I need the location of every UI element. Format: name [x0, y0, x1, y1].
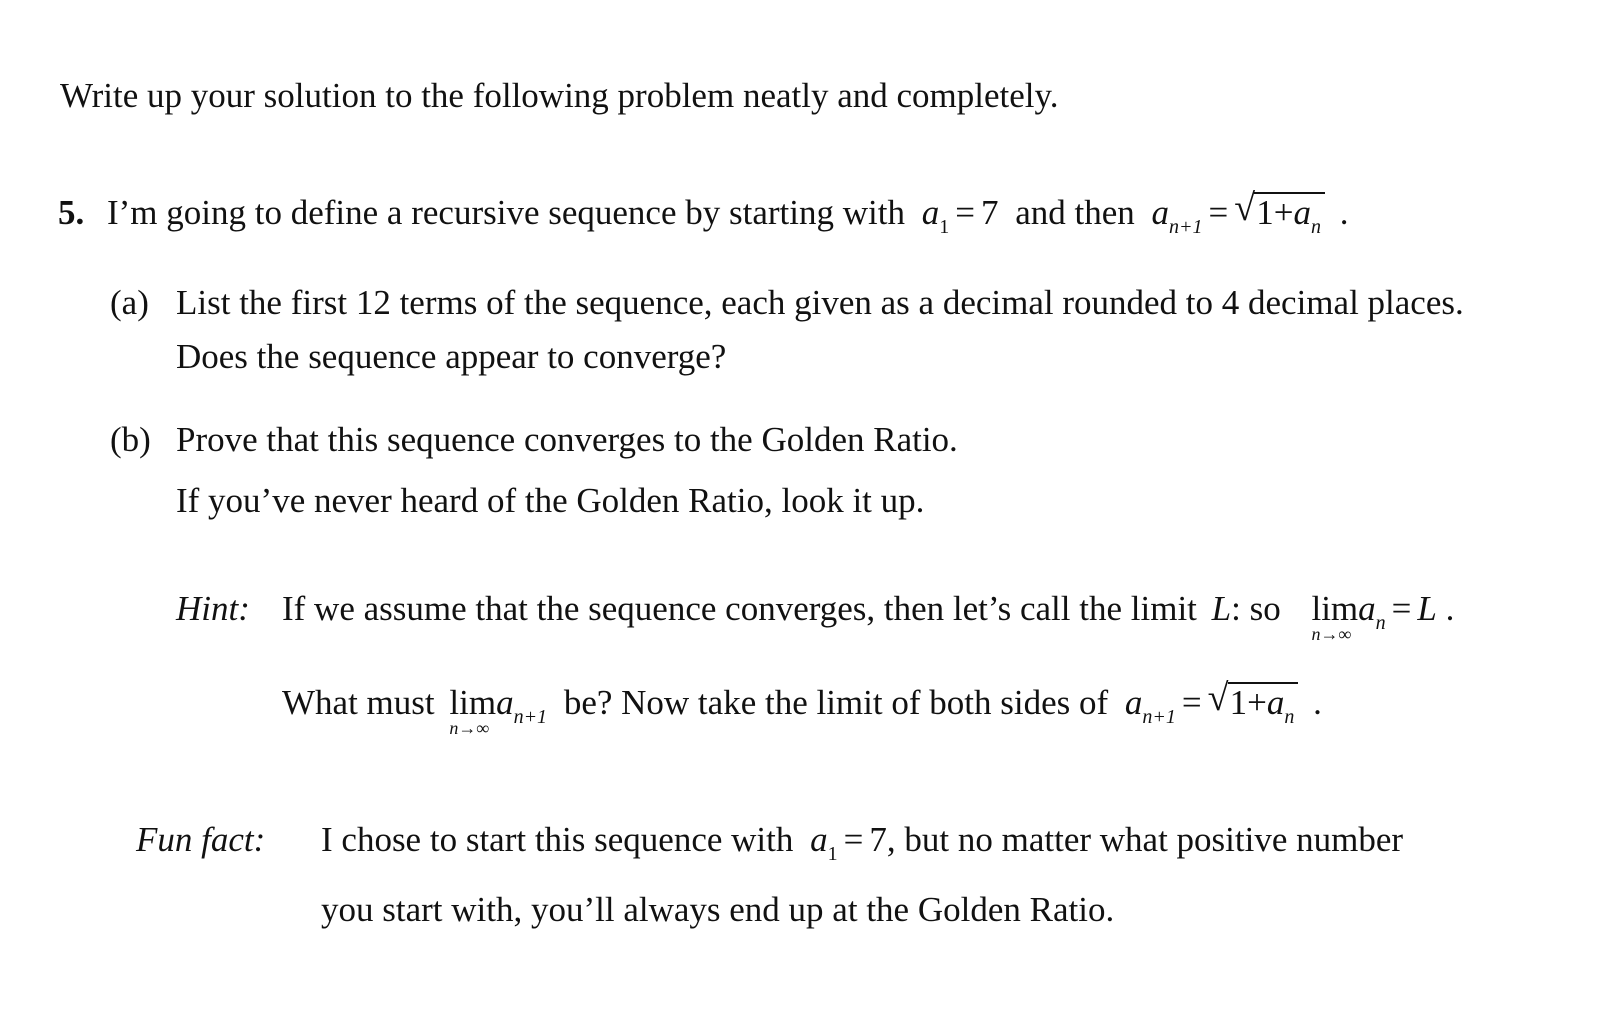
a1-definition: $a_1 = 7$: [921, 193, 999, 238]
radicand-one: 1: [1256, 193, 1274, 232]
and-then-text: and then: [1015, 193, 1135, 232]
hint-label: Hint:: [176, 589, 250, 628]
hint-line2-mid: be? Now take the limit of both sides of: [563, 683, 1109, 722]
recursion-variable: a: [1151, 193, 1169, 232]
part-b-label: (b): [110, 420, 151, 459]
hint-line1-text: If we assume that the sequence converges, then let’s call the limit: [282, 589, 1197, 628]
hint-recursion-subscript: n+1: [1142, 706, 1176, 728]
limit-symbol: L: [1211, 589, 1232, 628]
part-b-line1: Prove that this sequence converges to the Golden Ratio.: [176, 420, 958, 459]
fun-fact-a1-subscript: 1: [827, 843, 838, 865]
recursion-formula: $a_{n+1}$ = √ $1+a_n$: [1152, 193, 1326, 232]
fun-fact-label: Fun fact:: [136, 820, 266, 859]
hint-radicand-one: 1: [1229, 683, 1248, 722]
hint-line2-limit: [449, 683, 497, 738]
hint-line2: What must lim n→∞ $a_{n+1}$ be? Now take the limit of both sides of $a_{n+1}$ = √ $1+a_n$ .: [282, 677, 1322, 738]
a1-subscript: 1: [939, 216, 950, 238]
hint-radical-sign-icon: √: [1207, 677, 1229, 719]
fun-fact-line1: [321, 820, 1403, 865]
lim-variable: a: [1358, 589, 1376, 628]
radicand-subscript: n: [1311, 216, 1321, 238]
hint-line2-start: What must: [282, 683, 435, 722]
hint-radicand-variable: a: [1266, 683, 1285, 722]
part-b-line2: If you’ve never heard of the Golden Ratio, look it up.: [176, 481, 925, 520]
lim-subscript: n: [1375, 612, 1386, 634]
hint-recursion-variable: a: [1124, 683, 1143, 722]
a1-value: 7: [980, 193, 999, 232]
hint-line2-lim-variable: a: [496, 683, 514, 722]
lim-under-text: n→∞: [1311, 624, 1352, 644]
radical-sign-icon: √: [1234, 187, 1256, 229]
hint-line2-lim-under: n→∞: [449, 718, 490, 738]
colon-so-text: : so: [1231, 589, 1281, 628]
hint-radicand-plus: +: [1247, 683, 1267, 722]
statement-period: .: [1339, 193, 1349, 232]
problem-number: 5.: [58, 193, 85, 232]
problem-intro-text: I’m going to define a recursive sequence by starting with: [107, 193, 905, 232]
fun-fact-a1-value: 7: [869, 820, 887, 859]
part-a-label: (a): [110, 283, 149, 322]
hint-line1: If we assume that the sequence converges, then let’s call the limit L: so lim n→∞ $a_n = L$ .: [282, 589, 1455, 644]
lim-word: lim: [1311, 589, 1359, 628]
fun-fact-line2: you start with, you’ll always end up at the Golden Ratio.: [321, 890, 1115, 929]
part-a-line1: List the first 12 terms of the sequence, each given as a decimal rounded to 4 decimal places.: [176, 283, 1464, 322]
radicand-plus: +: [1273, 193, 1294, 232]
limit-expression: [1311, 589, 1359, 644]
fun-fact-line1-start: I chose to start this sequence with: [321, 820, 794, 859]
problem-statement: [58, 187, 1349, 238]
a1-variable: a: [921, 193, 940, 232]
hint-radicand-subscript: n: [1284, 706, 1295, 728]
limit-equals-L: L: [1417, 589, 1437, 628]
hint-line2-lim-subscript: n+1: [513, 706, 548, 728]
part-a-line2: Does the sequence appear to converge?: [176, 337, 727, 376]
recursion-subscript: n+1: [1169, 216, 1203, 238]
instruction-text: Write up your solution to the following problem neatly and completely.: [60, 76, 1059, 115]
hint-line2-lim-word: lim: [449, 683, 497, 722]
hint-recursion-formula: $a_{n+1}$ = √ $1+a_n$: [1125, 683, 1299, 722]
fun-fact-a1: $a_1 = 7$: [810, 820, 887, 865]
fun-fact-a1-variable: a: [810, 820, 828, 859]
fun-fact-line1-end: , but no matter what positive number: [886, 820, 1404, 859]
radicand-variable: a: [1293, 193, 1311, 232]
